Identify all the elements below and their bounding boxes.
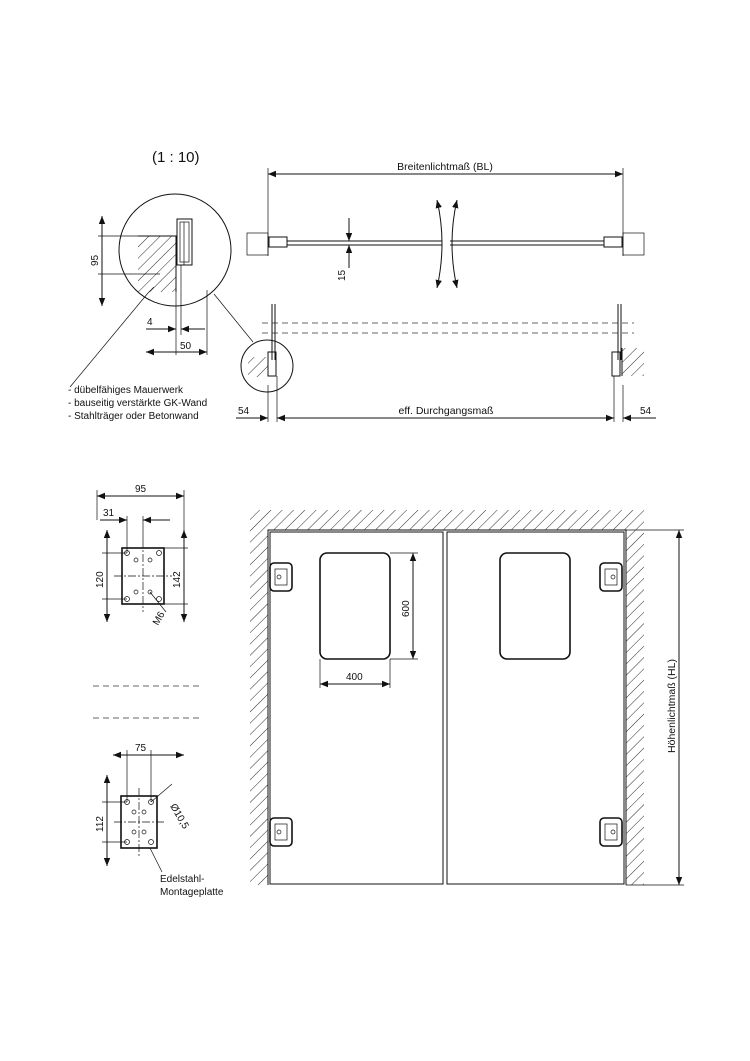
plate-top-thread: M6 (151, 609, 168, 628)
height-label: Höhenlichtmaß (HL) (666, 659, 678, 753)
open-view (236, 304, 656, 422)
door-leaf-left (270, 532, 443, 884)
dim-54-left: 54 (238, 406, 250, 417)
dim-600: 600 (401, 600, 412, 617)
width-label: Breitenlichtmaß (BL) (397, 161, 493, 173)
wall-left-plan (247, 233, 268, 255)
wall-right-plan (623, 233, 644, 255)
plate-bottom-label-1: Edelstahl- (160, 874, 205, 885)
mounting-plate-top (95, 484, 188, 628)
detail-hinge (177, 219, 192, 265)
plate-bottom-label-2: Montageplatte (160, 887, 224, 898)
hinge-top-left (270, 563, 292, 591)
plate-top-width: 95 (135, 484, 147, 495)
passage-label: eff. Durchgangsmaß (398, 405, 494, 417)
front-view (250, 510, 684, 885)
hinge-detail (68, 194, 253, 422)
hinge-bottom-left (270, 818, 292, 846)
detail-wall (138, 236, 176, 292)
plate-top-hole-height: 120 (95, 571, 106, 588)
dim-95-detail: 95 (90, 254, 101, 266)
window-right (500, 553, 570, 659)
door-leaf-right (447, 532, 624, 884)
hinge-bottom-right (600, 818, 622, 846)
hinge-top-right (600, 563, 622, 591)
dim-15: 15 (337, 269, 348, 281)
plate-top-offset: 31 (103, 508, 115, 519)
window-left (320, 553, 390, 659)
dim-4: 4 (147, 317, 153, 328)
dim-400: 400 (346, 672, 363, 683)
plate-bottom-hole-diameter: Ø10,5 (167, 802, 191, 832)
dim-54-right: 54 (640, 406, 652, 417)
dim-50: 50 (180, 341, 192, 352)
wall-right (626, 530, 644, 885)
plate-top-height: 142 (172, 571, 183, 588)
plate-bottom-height: 112 (95, 816, 106, 832)
top-view (247, 161, 644, 288)
mounting-plate-bottom (95, 743, 224, 898)
note-3: - Stahlträger oder Betonwand (68, 411, 199, 422)
wall-left (250, 530, 268, 885)
note-2: - bauseitig verstärkte GK-Wand (68, 398, 208, 409)
note-1: - dübelfähiges Mauerwerk (68, 385, 184, 396)
plate-bottom-width: 75 (135, 743, 147, 754)
scale-label: (1 : 10) (152, 149, 200, 166)
